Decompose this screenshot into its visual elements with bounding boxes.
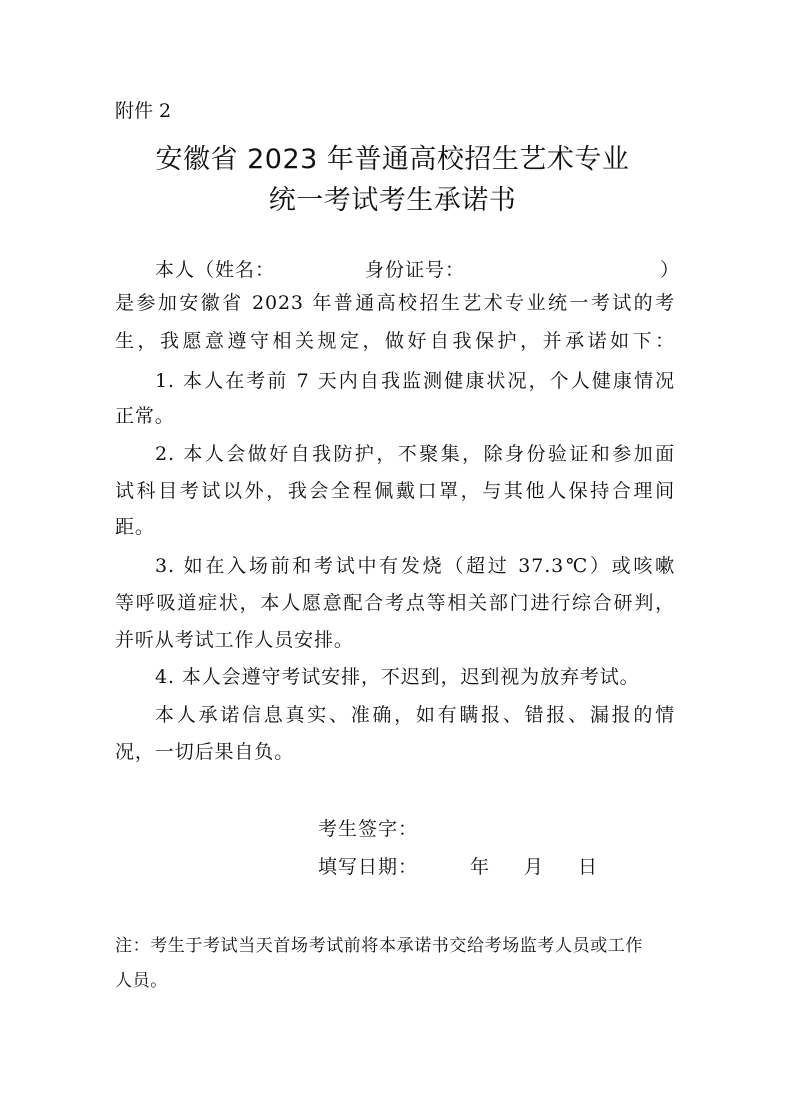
- document-title-line-2: 统一考试考生承诺书: [268, 185, 517, 216]
- item-2-line-2: 试科目考试以外，我会全程佩戴口罩，与其他人保持合理间: [115, 480, 675, 502]
- month-label: 月: [524, 856, 544, 878]
- attachment-label: 附件 2: [115, 100, 172, 122]
- document-title-line-1: 安徽省 2023 年普通高校招生艺术专业: [155, 144, 630, 175]
- intro-line-2: 是参加安徽省 2023 年普通高校招生艺术专业统一考试的考: [115, 292, 675, 314]
- date-label: 填写日期：: [318, 856, 419, 878]
- item-1-line-2: 正常。: [115, 405, 175, 427]
- signature-label: 考生签字：: [318, 818, 419, 840]
- pledge-line-1: 本人承诺信息真实、准确，如有瞒报、错报、漏报的情: [155, 704, 675, 726]
- item-2-line-3: 距。: [115, 516, 155, 538]
- day-label: 日: [578, 856, 598, 878]
- item-4-line-1: 4. 本人会遵守考试安排，不迟到，迟到视为放弃考试。: [155, 666, 640, 688]
- item-2-line-1: 2. 本人会做好自我防护，不聚集，除身份验证和参加面: [155, 443, 675, 465]
- id-number-field-label: 身份证号：: [365, 259, 466, 281]
- closing-parenthesis: ）: [660, 259, 680, 281]
- note-line-1: 注：考生于考试当天首场考试前将本承诺书交给考场监考人员或工作: [115, 936, 643, 956]
- item-3-line-1: 3. 如在入场前和考试中有发烧（超过 37.3℃）或咳嗽: [155, 555, 675, 577]
- item-1-line-1: 1. 本人在考前 7 天内自我监测健康状况，个人健康情况: [155, 370, 675, 392]
- intro-line-3: 生，我愿意遵守相关规定，做好自我保护，并承诺如下：: [115, 330, 675, 352]
- item-3-line-2: 等呼吸道症状，本人愿意配合考点等相关部门进行综合研判，: [115, 592, 675, 614]
- note-line-2: 人员。: [115, 971, 168, 991]
- pledge-line-2: 况，一切后果自负。: [115, 741, 295, 763]
- item-3-line-3: 并听从考试工作人员安排。: [115, 629, 354, 651]
- name-field-label: 本人（姓名：: [155, 259, 276, 281]
- year-label: 年: [470, 856, 490, 878]
